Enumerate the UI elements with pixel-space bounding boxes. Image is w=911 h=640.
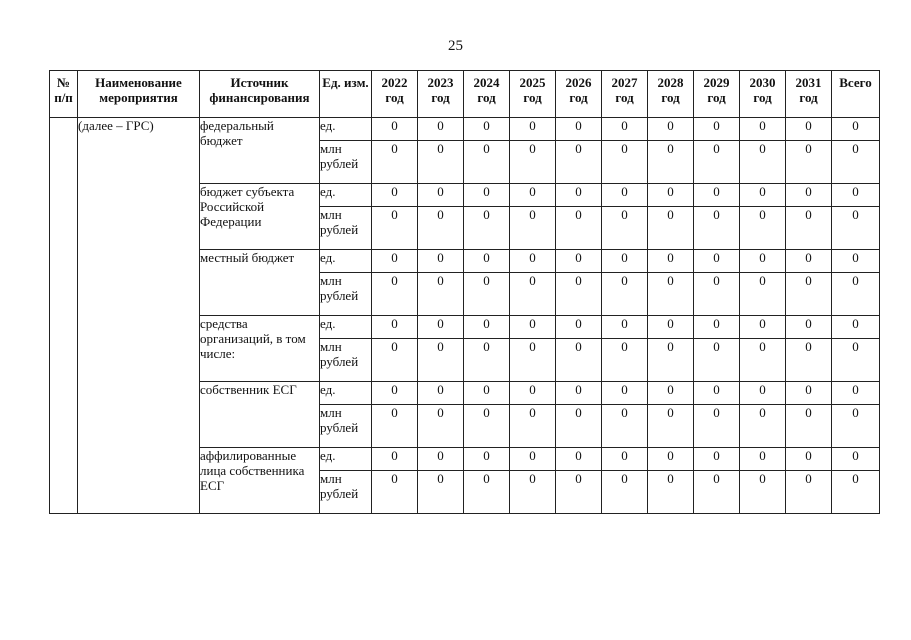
year-value-cell: 0 (418, 250, 464, 273)
year-value-cell: 0 (602, 273, 648, 316)
year-value-cell: 0 (648, 141, 694, 184)
page-number: 25 (448, 38, 463, 54)
header-num: № п/п (50, 71, 78, 118)
year-value-cell: 0 (740, 118, 786, 141)
year-value-cell: 0 (510, 184, 556, 207)
year-value-cell: 0 (786, 141, 832, 184)
header-year: 2029 год (694, 71, 740, 118)
unit-cell: ед. (320, 316, 372, 339)
year-value-cell: 0 (510, 382, 556, 405)
year-value-cell: 0 (510, 141, 556, 184)
year-value-cell: 0 (740, 339, 786, 382)
year-value-cell: 0 (694, 141, 740, 184)
year-value-cell: 0 (556, 471, 602, 514)
year-value-cell: 0 (372, 207, 418, 250)
funding-source-cell: собственник ЕСГ (200, 382, 320, 448)
year-value-cell: 0 (648, 339, 694, 382)
year-value-cell: 0 (740, 448, 786, 471)
year-value-cell: 0 (786, 339, 832, 382)
year-value-cell: 0 (372, 316, 418, 339)
year-value-cell: 0 (694, 184, 740, 207)
year-value-cell: 0 (510, 471, 556, 514)
year-value-cell: 0 (464, 382, 510, 405)
year-value-cell: 0 (786, 273, 832, 316)
total-value-cell: 0 (832, 273, 880, 316)
year-value-cell: 0 (694, 448, 740, 471)
year-value-cell: 0 (602, 339, 648, 382)
year-value-cell: 0 (694, 273, 740, 316)
year-value-cell: 0 (372, 250, 418, 273)
year-value-cell: 0 (556, 316, 602, 339)
year-value-cell: 0 (372, 448, 418, 471)
year-value-cell: 0 (740, 405, 786, 448)
year-value-cell: 0 (786, 207, 832, 250)
year-value-cell: 0 (418, 118, 464, 141)
year-value-cell: 0 (602, 207, 648, 250)
year-value-cell: 0 (694, 339, 740, 382)
year-value-cell: 0 (372, 273, 418, 316)
year-value-cell: 0 (510, 405, 556, 448)
unit-cell: ед. (320, 250, 372, 273)
year-value-cell: 0 (648, 207, 694, 250)
year-value-cell: 0 (786, 184, 832, 207)
year-value-cell: 0 (602, 405, 648, 448)
total-value-cell: 0 (832, 207, 880, 250)
year-value-cell: 0 (602, 184, 648, 207)
total-value-cell: 0 (832, 250, 880, 273)
header-year: 2031 год (786, 71, 832, 118)
year-value-cell: 0 (602, 471, 648, 514)
year-value-cell: 0 (464, 118, 510, 141)
total-value-cell: 0 (832, 184, 880, 207)
header-year: 2026 год (556, 71, 602, 118)
total-value-cell: 0 (832, 339, 880, 382)
year-value-cell: 0 (510, 273, 556, 316)
year-value-cell: 0 (418, 184, 464, 207)
year-value-cell: 0 (464, 339, 510, 382)
year-value-cell: 0 (372, 382, 418, 405)
unit-cell: млн рублей (320, 207, 372, 250)
funding-source-cell: федеральный бюджет (200, 118, 320, 184)
year-value-cell: 0 (694, 207, 740, 250)
year-value-cell: 0 (418, 339, 464, 382)
year-value-cell: 0 (740, 273, 786, 316)
year-value-cell: 0 (464, 273, 510, 316)
header-total: Всего (832, 71, 880, 118)
year-value-cell: 0 (372, 184, 418, 207)
total-value-cell: 0 (832, 405, 880, 448)
year-value-cell: 0 (510, 448, 556, 471)
year-value-cell: 0 (510, 316, 556, 339)
year-value-cell: 0 (694, 382, 740, 405)
total-value-cell: 0 (832, 471, 880, 514)
year-value-cell: 0 (418, 405, 464, 448)
header-source: Источник финансирования (200, 71, 320, 118)
unit-cell: ед. (320, 184, 372, 207)
year-value-cell: 0 (464, 405, 510, 448)
header-year: 2024 год (464, 71, 510, 118)
unit-cell: млн рублей (320, 141, 372, 184)
year-value-cell: 0 (464, 141, 510, 184)
measure-name-cell: (далее – ГРС) (78, 118, 200, 514)
year-value-cell: 0 (602, 382, 648, 405)
year-value-cell: 0 (372, 141, 418, 184)
financing-table (49, 70, 880, 514)
unit-cell: ед. (320, 382, 372, 405)
year-value-cell: 0 (418, 207, 464, 250)
year-value-cell: 0 (648, 118, 694, 141)
year-value-cell: 0 (556, 207, 602, 250)
funding-source-cell: аффилированные лица собственника ЕСГ (200, 448, 320, 514)
unit-cell: млн рублей (320, 405, 372, 448)
year-value-cell: 0 (648, 273, 694, 316)
unit-cell: ед. (320, 448, 372, 471)
header-year: 2023 год (418, 71, 464, 118)
header-year: 2022 год (372, 71, 418, 118)
header-unit: Ед. изм. (320, 71, 372, 118)
year-value-cell: 0 (372, 471, 418, 514)
year-value-cell: 0 (418, 316, 464, 339)
year-value-cell: 0 (602, 118, 648, 141)
year-value-cell: 0 (648, 405, 694, 448)
year-value-cell: 0 (602, 141, 648, 184)
year-value-cell: 0 (464, 250, 510, 273)
total-value-cell: 0 (832, 448, 880, 471)
year-value-cell: 0 (740, 184, 786, 207)
year-value-cell: 0 (464, 316, 510, 339)
year-value-cell: 0 (602, 448, 648, 471)
year-value-cell: 0 (556, 448, 602, 471)
year-value-cell: 0 (418, 273, 464, 316)
unit-cell: ед. (320, 118, 372, 141)
year-value-cell: 0 (556, 141, 602, 184)
year-value-cell: 0 (372, 339, 418, 382)
year-value-cell: 0 (648, 250, 694, 273)
year-value-cell: 0 (556, 250, 602, 273)
unit-cell: млн рублей (320, 339, 372, 382)
year-value-cell: 0 (418, 471, 464, 514)
year-value-cell: 0 (464, 471, 510, 514)
year-value-cell: 0 (694, 405, 740, 448)
year-value-cell: 0 (740, 250, 786, 273)
year-value-cell: 0 (372, 118, 418, 141)
year-value-cell: 0 (694, 118, 740, 141)
funding-source-cell: местный бюджет (200, 250, 320, 316)
year-value-cell: 0 (786, 118, 832, 141)
year-value-cell: 0 (372, 405, 418, 448)
year-value-cell: 0 (648, 184, 694, 207)
header-year: 2027 год (602, 71, 648, 118)
funding-source-cell: бюджет субъекта Российской Федерации (200, 184, 320, 250)
year-value-cell: 0 (602, 250, 648, 273)
year-value-cell: 0 (648, 382, 694, 405)
year-value-cell: 0 (464, 448, 510, 471)
unit-cell: млн рублей (320, 471, 372, 514)
total-value-cell: 0 (832, 118, 880, 141)
year-value-cell: 0 (648, 471, 694, 514)
year-value-cell: 0 (556, 184, 602, 207)
year-value-cell: 0 (556, 273, 602, 316)
year-value-cell: 0 (786, 250, 832, 273)
total-value-cell: 0 (832, 382, 880, 405)
year-value-cell: 0 (464, 207, 510, 250)
year-value-cell: 0 (694, 316, 740, 339)
header-row (50, 71, 880, 118)
year-value-cell: 0 (786, 448, 832, 471)
header-name: Наименование мероприятия (78, 71, 200, 118)
year-value-cell: 0 (418, 382, 464, 405)
total-value-cell: 0 (832, 141, 880, 184)
header-year: 2025 год (510, 71, 556, 118)
year-value-cell: 0 (602, 316, 648, 339)
year-value-cell: 0 (556, 339, 602, 382)
year-value-cell: 0 (556, 382, 602, 405)
year-value-cell: 0 (418, 448, 464, 471)
year-value-cell: 0 (648, 316, 694, 339)
year-value-cell: 0 (510, 250, 556, 273)
year-value-cell: 0 (786, 382, 832, 405)
year-value-cell: 0 (740, 471, 786, 514)
year-value-cell: 0 (464, 184, 510, 207)
year-value-cell: 0 (510, 339, 556, 382)
funding-source-cell: средства организаций, в том числе: (200, 316, 320, 382)
year-value-cell: 0 (740, 382, 786, 405)
row-number-cell (50, 118, 78, 514)
header-year: 2030 год (740, 71, 786, 118)
unit-cell: млн рублей (320, 273, 372, 316)
year-value-cell: 0 (418, 141, 464, 184)
year-value-cell: 0 (786, 471, 832, 514)
year-value-cell: 0 (740, 207, 786, 250)
year-value-cell: 0 (648, 448, 694, 471)
total-value-cell: 0 (832, 316, 880, 339)
year-value-cell: 0 (556, 118, 602, 141)
year-value-cell: 0 (786, 316, 832, 339)
year-value-cell: 0 (510, 207, 556, 250)
year-value-cell: 0 (786, 405, 832, 448)
year-value-cell: 0 (556, 405, 602, 448)
year-value-cell: 0 (740, 316, 786, 339)
year-value-cell: 0 (740, 141, 786, 184)
year-value-cell: 0 (694, 250, 740, 273)
year-value-cell: 0 (510, 118, 556, 141)
year-value-cell: 0 (694, 471, 740, 514)
table-row (50, 118, 880, 141)
header-year: 2028 год (648, 71, 694, 118)
